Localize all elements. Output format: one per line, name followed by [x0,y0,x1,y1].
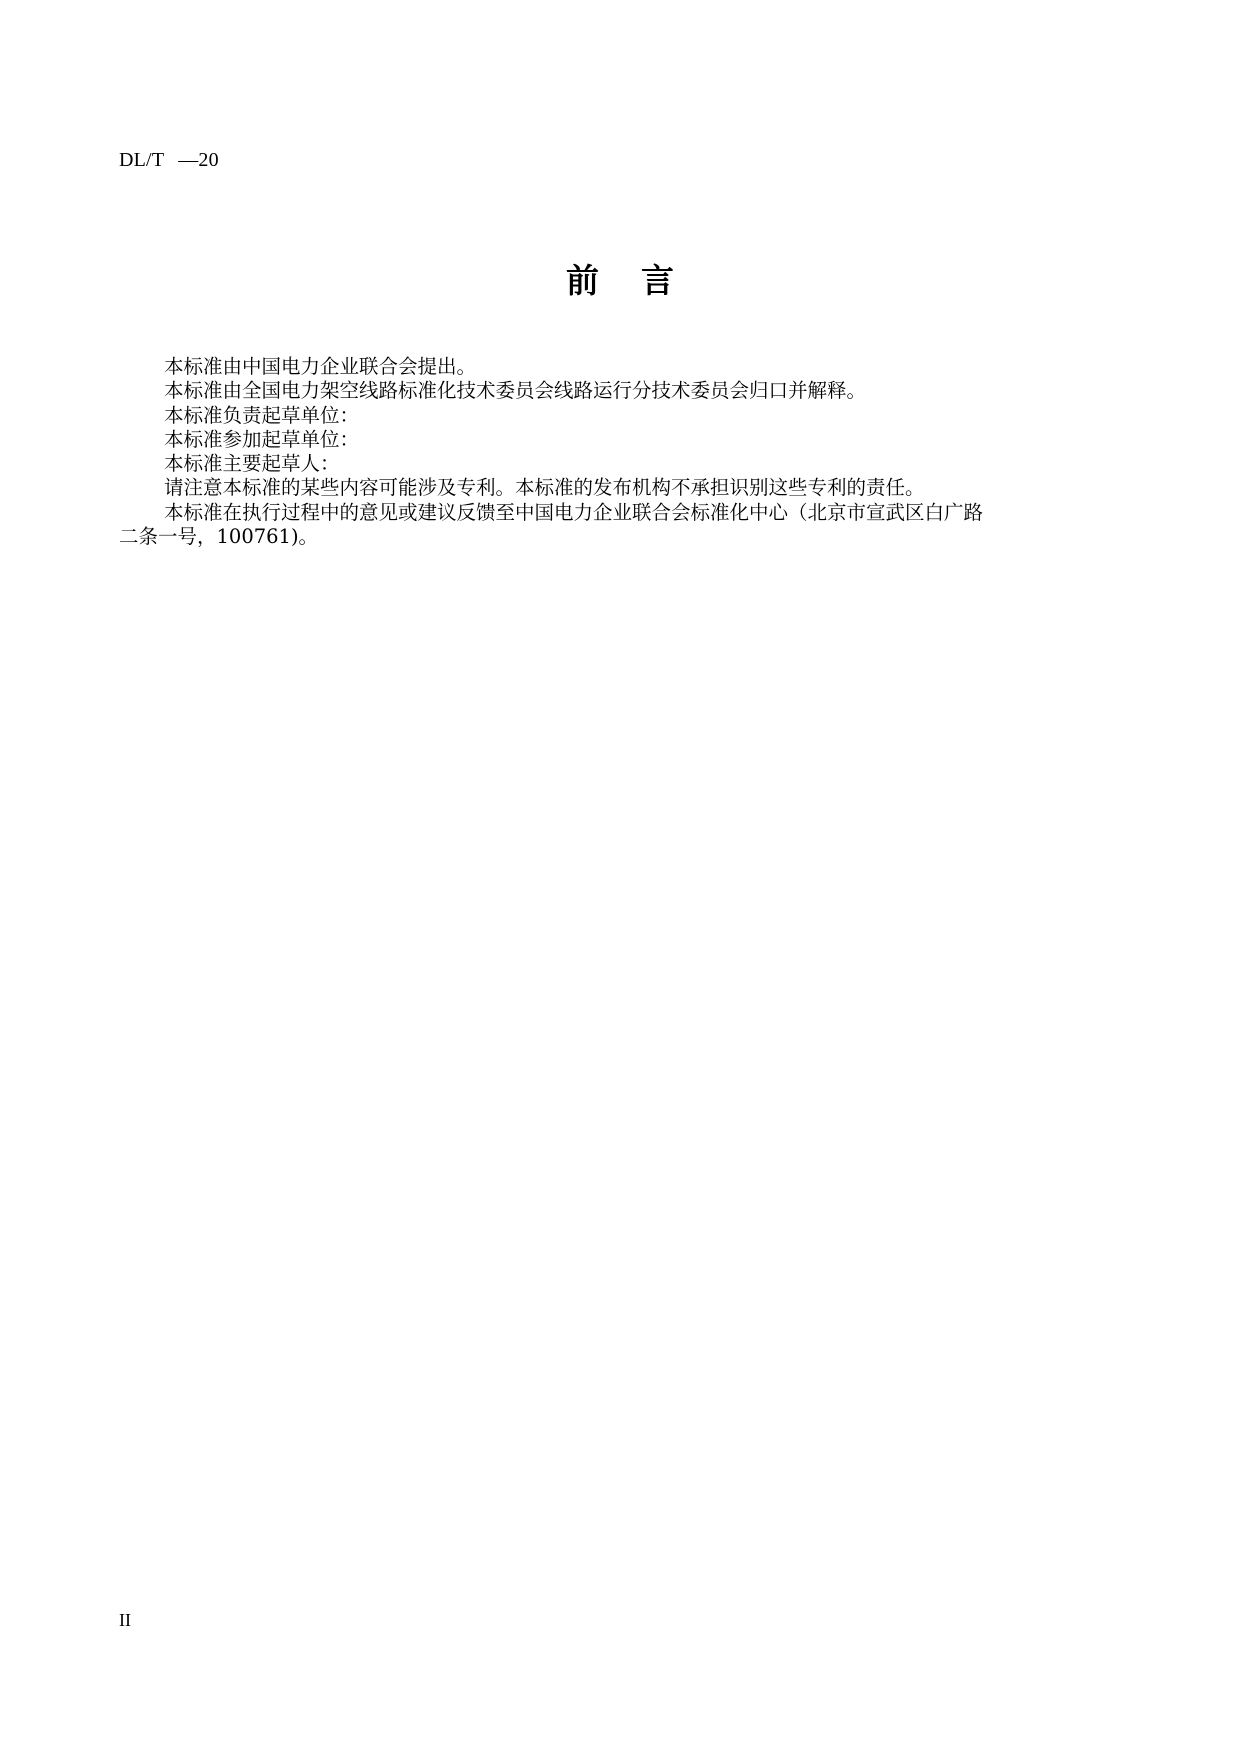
preface-body [119,355,1094,549]
paragraph-proposer: 本标准由中国电力企业联合会提出。 [164,355,477,378]
paragraph-patent-notice: 请注意本标准的某些内容可能涉及专利。本标准的发布机构不承担识别这些专利的责任。 [164,476,925,500]
paragraph-drafting-unit: 本标准负责起草单位： [164,403,360,427]
page-number: II [119,1610,131,1630]
preface-title-char-1: 前 [566,261,599,300]
preface-title-char-2: 言 [641,261,674,300]
feedback-line-2: 二条一号，100761)。 [119,525,319,549]
paragraph-participating-unit: 本标准参加起草单位： [164,427,360,451]
feedback-line-1: 本标准在执行过程中的意见或建议反馈至中国电力企业联合会标准化中心（北京市宣武区白广路 [164,500,984,524]
paragraph-feedback [119,501,1094,550]
paragraph-committee: 本标准由全国电力架空线路标准化技术委员会线路运行分技术委员会归口并解释。 [164,379,867,403]
paragraph-main-drafters: 本标准主要起草人： [164,452,340,476]
standard-code-prefix: DL/T [119,149,165,171]
preface-title [0,255,1240,302]
standard-code-year: —20 [178,149,219,171]
document-code-header [119,149,219,172]
